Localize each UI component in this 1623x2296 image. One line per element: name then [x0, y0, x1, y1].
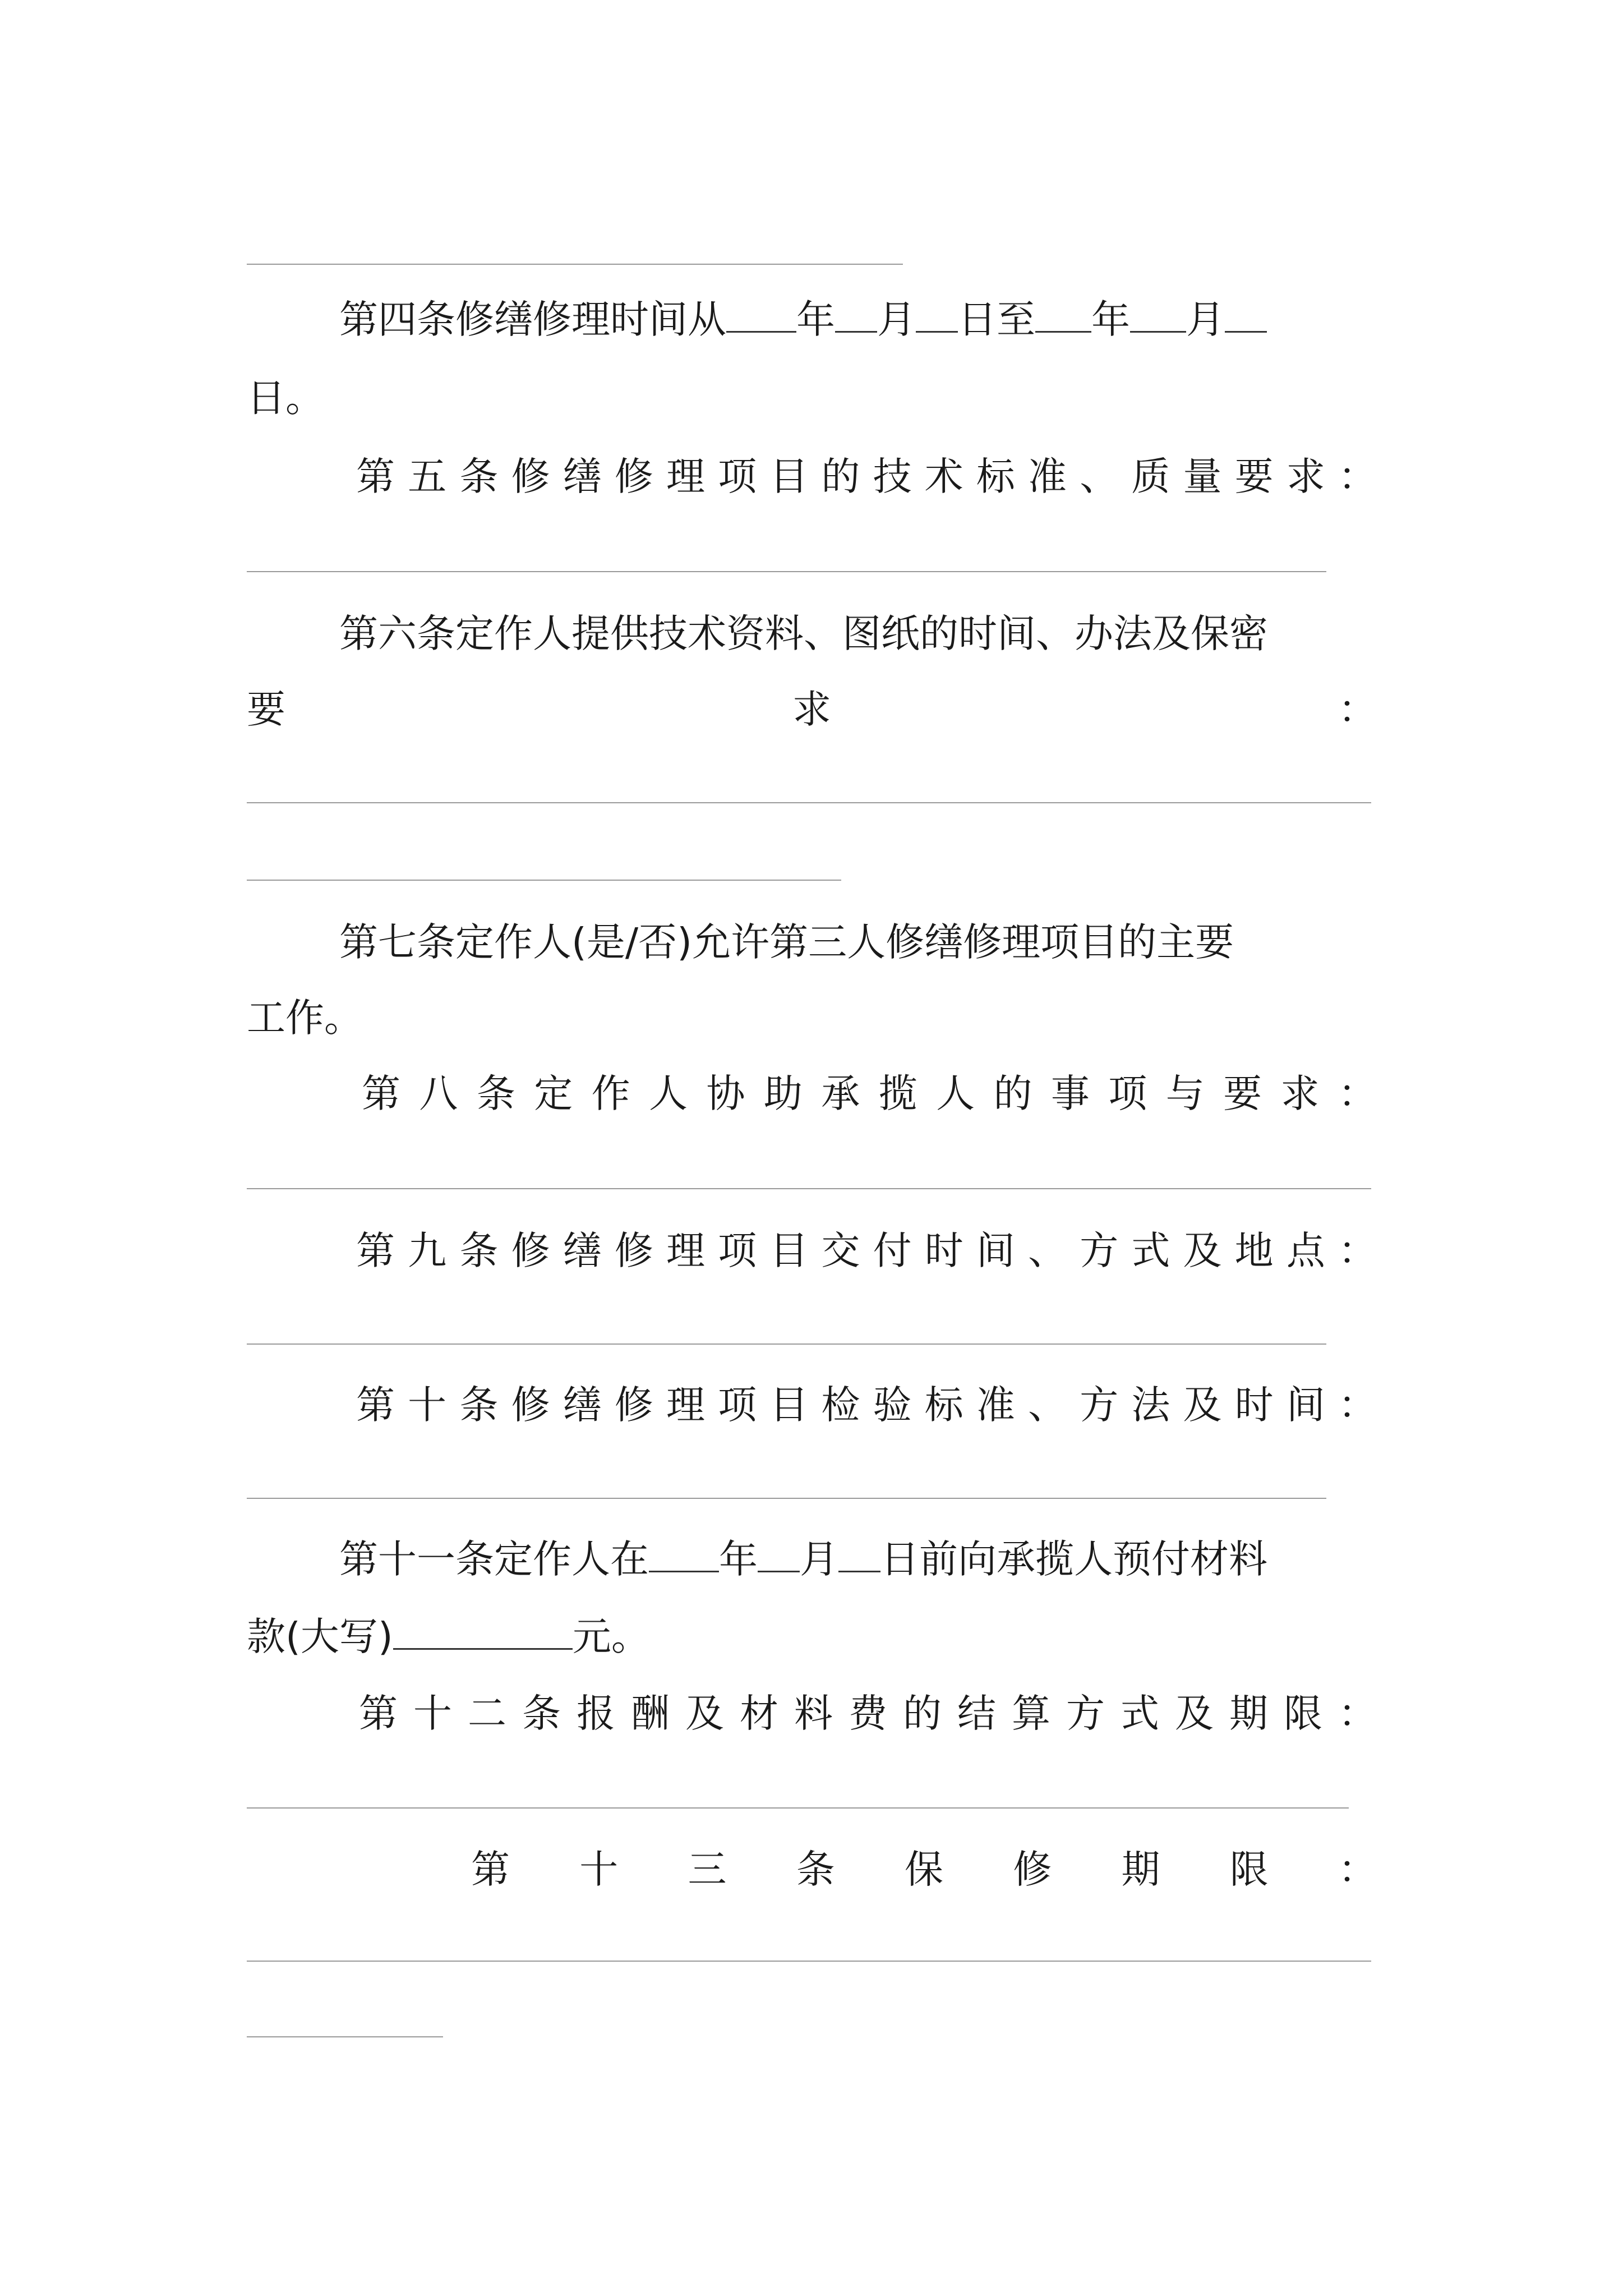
day-blank[interactable]: [916, 298, 958, 333]
article-7-end: 工作。: [247, 996, 363, 1041]
heading-char: 及: [685, 1691, 724, 1736]
heading-char: ：: [1338, 687, 1377, 732]
heading-char: 人: [649, 1071, 688, 1116]
heading-char: 缮: [562, 1228, 602, 1273]
fill-in-line: [247, 1188, 1371, 1189]
fill-in-line: [247, 2036, 443, 2037]
heading-char: 项: [718, 1228, 757, 1273]
heading-char: 条: [476, 1071, 515, 1116]
heading-char: 条: [796, 1847, 835, 1892]
heading-char: 法: [1131, 1383, 1170, 1428]
fill-in-line: [247, 1498, 1326, 1499]
heading-char: 条: [459, 1383, 499, 1428]
year-blank-2[interactable]: [1035, 298, 1091, 333]
year-blank[interactable]: [726, 298, 796, 333]
heading-char: 条: [459, 1228, 499, 1273]
heading-char: ：: [1338, 1691, 1377, 1736]
heading-char: 项: [718, 454, 757, 499]
heading-char: 的: [993, 1071, 1032, 1116]
article-7-line-1: [339, 914, 1234, 970]
heading-char: 的: [821, 454, 860, 499]
heading-char: 间: [1286, 1383, 1325, 1428]
heading-char: 修: [511, 454, 550, 499]
heading-char: 目: [769, 454, 809, 499]
heading-char: 项: [1108, 1071, 1147, 1116]
heading-char: 及: [1183, 1383, 1222, 1428]
heading-char: 理: [666, 1383, 705, 1428]
article-4-line-2: [247, 370, 324, 426]
heading-char: 式: [1121, 1691, 1159, 1736]
heading-char: ：: [1338, 1383, 1377, 1428]
heading-char: 交: [821, 1228, 860, 1273]
heading-char: 的: [903, 1691, 942, 1736]
heading-char: 协: [706, 1071, 745, 1116]
heading-char: 十: [579, 1847, 619, 1892]
heading-char: 技: [873, 454, 912, 499]
article-4-text: 第四条修缮修理时间从: [339, 297, 726, 342]
amount-label: 款(大写): [247, 1614, 393, 1659]
heading-char: 期: [1229, 1691, 1268, 1736]
heading-char: 付: [873, 1228, 912, 1273]
heading-char: 时: [1234, 1383, 1274, 1428]
article-13-heading: [471, 1842, 1377, 1898]
heading-char: 酬: [631, 1691, 670, 1736]
heading-char: 修: [614, 454, 653, 499]
heading-char: 九: [408, 1228, 447, 1273]
heading-char: 量: [1183, 454, 1222, 499]
heading-char: 作: [591, 1071, 630, 1116]
heading-char: 式: [1131, 1228, 1170, 1273]
fill-in-line: [247, 1343, 1326, 1345]
heading-char: 项: [718, 1383, 757, 1428]
article-7-text: 第七条定作人(是/否)允许第三人修缮修理项目的主要: [339, 920, 1234, 965]
year-label: 年: [796, 297, 835, 342]
heading-char: 与: [1165, 1071, 1205, 1116]
fill-in-line: [247, 880, 841, 881]
heading-char: 第: [356, 1228, 395, 1273]
article-8-heading: [362, 1066, 1377, 1122]
heading-char: 目: [769, 1383, 809, 1428]
heading-char: 准: [1028, 454, 1067, 499]
heading-char: 八: [419, 1071, 458, 1116]
heading-char: 条: [459, 454, 499, 499]
heading-char: 求: [1280, 1071, 1320, 1116]
heading-char: 准: [976, 1383, 1015, 1428]
heading-char: 点: [1286, 1228, 1325, 1273]
article-11-text: 第十一条定作人在: [339, 1537, 649, 1582]
heading-char: 标: [924, 1383, 963, 1428]
currency-label: 元。: [572, 1614, 650, 1659]
month-blank[interactable]: [758, 1538, 800, 1572]
month-blank[interactable]: [835, 298, 877, 333]
heading-char: ：: [1338, 1228, 1377, 1273]
heading-char: 修: [1013, 1847, 1052, 1892]
article-4-line-1: [339, 292, 1267, 348]
heading-char: 料: [794, 1691, 833, 1736]
year-label-2: 年: [1091, 297, 1130, 342]
article-9-heading: [356, 1223, 1377, 1279]
article-6-line-1: [339, 606, 1268, 662]
heading-char: 时: [924, 1228, 963, 1273]
heading-char: ：: [1338, 1847, 1377, 1892]
heading-char: 第: [359, 1691, 398, 1736]
heading-char: 要: [1234, 454, 1274, 499]
month-label: 月: [877, 297, 916, 342]
heading-char: 三: [688, 1847, 727, 1892]
heading-char: 修: [614, 1383, 653, 1428]
article-12-heading: [359, 1686, 1377, 1742]
heading-char: 期: [1121, 1847, 1160, 1892]
heading-char: 费: [849, 1691, 887, 1736]
heading-char: 目: [769, 1228, 809, 1273]
year-blank[interactable]: [649, 1538, 719, 1572]
heading-char: 二: [468, 1691, 506, 1736]
heading-char: 标: [976, 454, 1015, 499]
article-11-line-1: [339, 1531, 1267, 1588]
heading-char: 定: [534, 1071, 573, 1116]
year-label: 年: [719, 1537, 758, 1582]
heading-char: 第: [356, 1383, 395, 1428]
article-4-end: 日。: [247, 376, 324, 421]
heading-char: 求: [1286, 454, 1325, 499]
heading-char: ：: [1338, 1071, 1377, 1116]
heading-char: 及: [1183, 1228, 1222, 1273]
heading-char: 求: [792, 687, 831, 732]
heading-char: 条: [522, 1691, 561, 1736]
fill-in-line: [247, 1807, 1349, 1809]
heading-char: 理: [666, 1228, 705, 1273]
heading-char: 方: [1080, 1383, 1119, 1428]
heading-char: 保: [905, 1847, 943, 1892]
heading-char: 术: [924, 454, 963, 499]
heading-char: 验: [873, 1383, 912, 1428]
article-7-line-2: [247, 990, 363, 1046]
heading-char: 地: [1234, 1228, 1274, 1273]
month-label-2: 月: [1186, 297, 1225, 342]
heading-char: 要: [247, 687, 285, 732]
heading-char: 第: [356, 454, 395, 499]
heading-char: 、: [1080, 454, 1119, 499]
article-11-rest: 日前向承揽人预付材料: [880, 1537, 1267, 1582]
heading-char: 缮: [562, 1383, 602, 1428]
heading-char: 揽: [878, 1071, 917, 1116]
fill-in-line: [247, 1961, 1371, 1962]
article-11-line-2: [247, 1609, 650, 1665]
heading-char: 、: [1028, 1383, 1067, 1428]
heading-char: 方: [1080, 1228, 1119, 1273]
day-blank-2[interactable]: [1225, 298, 1267, 333]
amount-blank[interactable]: [393, 1616, 573, 1650]
fill-in-line: [247, 802, 1371, 803]
day-blank[interactable]: [838, 1538, 880, 1572]
heading-char: 十: [408, 1383, 447, 1428]
heading-char: 人: [936, 1071, 975, 1116]
heading-char: 事: [1050, 1071, 1090, 1116]
heading-char: 及: [1175, 1691, 1214, 1736]
heading-char: 五: [408, 454, 447, 499]
heading-char: 第: [471, 1847, 510, 1892]
heading-char: 第: [362, 1071, 400, 1116]
article-10-heading: [356, 1377, 1377, 1433]
heading-char: 限: [1284, 1691, 1322, 1736]
month-blank-2[interactable]: [1130, 298, 1186, 333]
heading-char: 结: [957, 1691, 996, 1736]
heading-char: 要: [1223, 1071, 1262, 1116]
article-5-heading: [356, 449, 1377, 505]
heading-char: 报: [577, 1691, 615, 1736]
heading-char: 材: [740, 1691, 778, 1736]
heading-char: 质: [1131, 454, 1170, 499]
heading-char: 检: [821, 1383, 860, 1428]
heading-char: 助: [763, 1071, 803, 1116]
heading-char: 十: [413, 1691, 452, 1736]
day-to-label: 日至: [958, 297, 1035, 342]
heading-char: ：: [1338, 454, 1377, 499]
heading-char: 方: [1066, 1691, 1105, 1736]
heading-char: 间: [976, 1228, 1015, 1273]
article-6-text: 第六条定作人提供技术资料、图纸的时间、办法及保密: [339, 611, 1268, 656]
fill-in-line: [247, 264, 903, 265]
heading-char: 、: [1028, 1228, 1067, 1273]
month-label: 月: [800, 1537, 838, 1582]
heading-char: 修: [511, 1383, 550, 1428]
heading-char: 修: [511, 1228, 550, 1273]
heading-char: 修: [614, 1228, 653, 1273]
heading-char: 限: [1229, 1847, 1269, 1892]
article-6-line-2: [247, 682, 1377, 738]
heading-char: 算: [1012, 1691, 1050, 1736]
fill-in-line: [247, 571, 1326, 572]
heading-char: 理: [666, 454, 705, 499]
heading-char: 缮: [562, 454, 602, 499]
heading-char: 承: [821, 1071, 860, 1116]
